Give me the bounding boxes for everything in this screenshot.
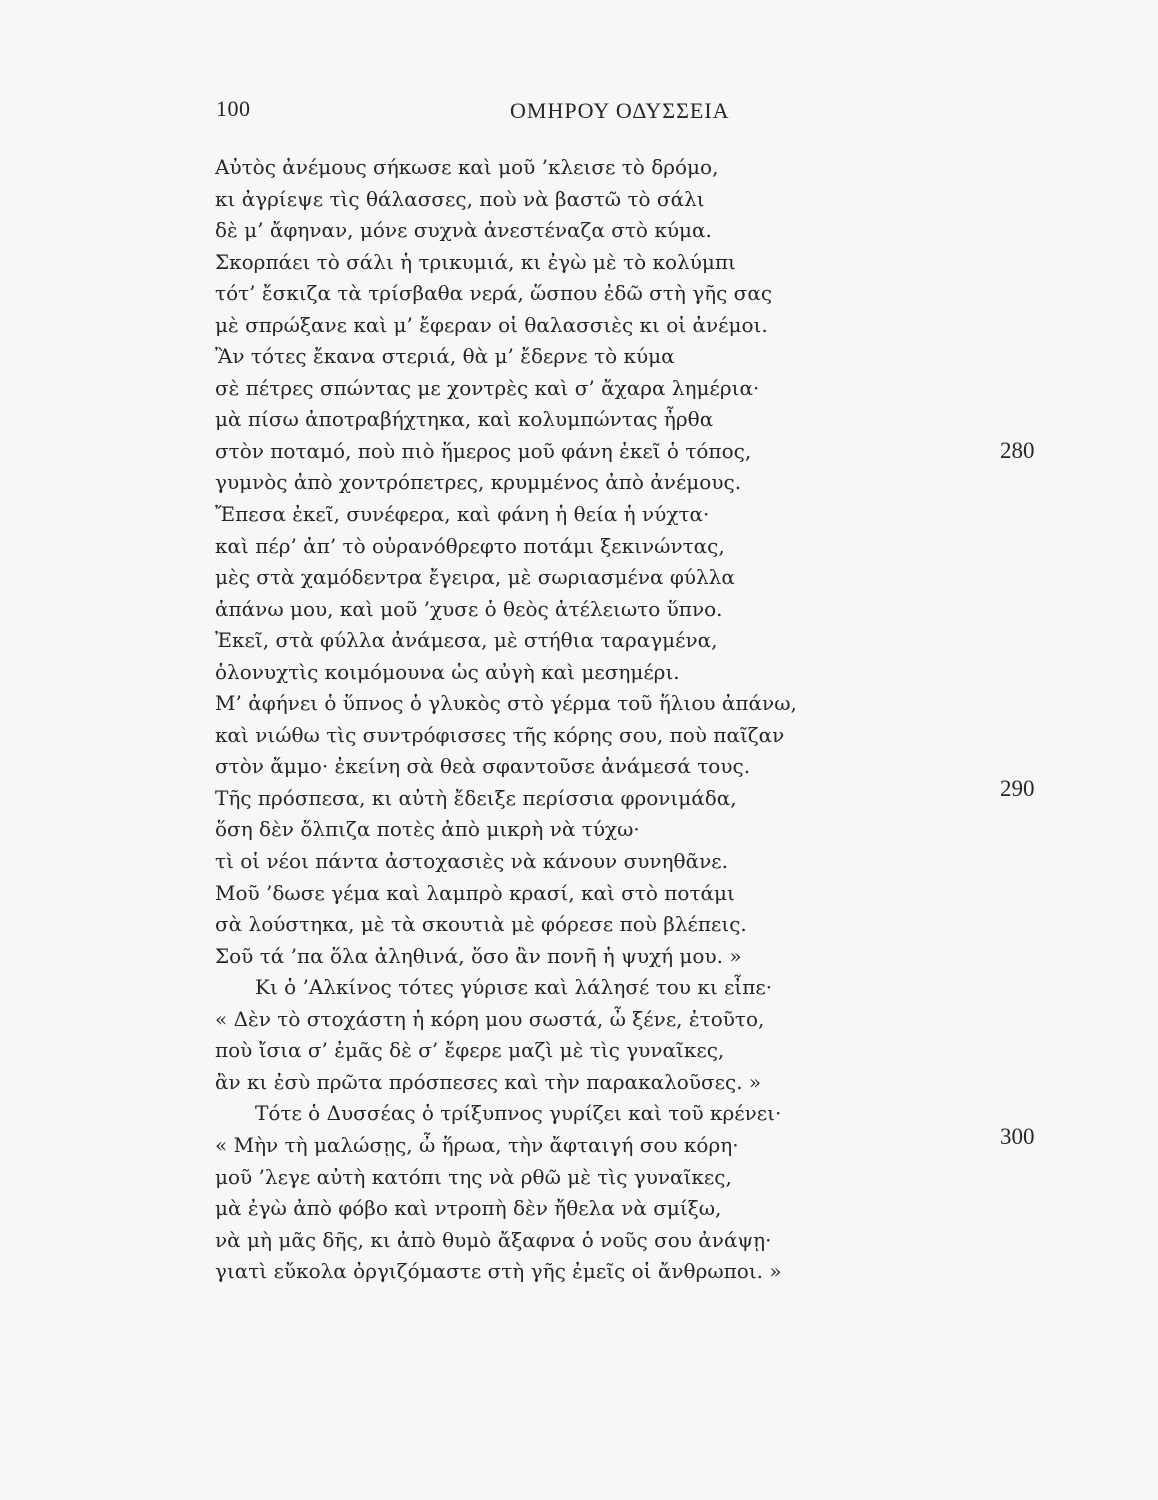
- page-number: 100: [216, 96, 251, 121]
- line-number: 300: [1000, 1124, 1035, 1149]
- verse-line: Ἔπεσα ἐκεῖ, συνέφερα, καὶ φάνη ἡ θεία ἡ νύχτα·: [215, 502, 710, 527]
- verse-line: Σοῦ τά ’πα ὅλα ἀληθινά, ὅσο ἂν πονῆ ἡ ψυχή μου. »: [215, 943, 742, 968]
- verse-line: Τῆς πρόσπεσα, κι αὐτὴ ἔδειξε περίσσια φρονιμάδα,: [215, 785, 737, 810]
- verse-line: Τότε ὁ Δυσσέας ὁ τρίξυπνος γυρίζει καὶ τοῦ κρένει·: [255, 1101, 782, 1126]
- verse-line: σὰ λούστηκα, μὲ τὰ σκουτιὰ μὲ φόρεσε ποὺ βλέπεις.: [215, 912, 747, 937]
- verse-line: Μοῦ ’δωσε γέμα καὶ λαμπρὸ κρασί, καὶ στὸ ποτάμι: [215, 880, 735, 905]
- verse-line: γιατὶ εὔκολα ὀργιζόμαστε στὴ γῆς ἐμεῖς οἱ ἄνθρωποι. »: [215, 1259, 782, 1284]
- verse-line: Σκορπάει τὸ σάλι ἡ τρικυμιά, κι ἐγὼ μὲ τὸ κολύμπι: [215, 249, 736, 274]
- verse-line: νὰ μὴ μᾶς δῆς, κι ἀπὸ θυμὸ ἄξαφνα ὁ νοῦς σου ἀνάψῃ·: [215, 1227, 772, 1252]
- verse-line: μὰ ἐγὼ ἀπὸ φόβο καὶ ντροπὴ δὲν ἤθελα νὰ σμίξω,: [215, 1196, 722, 1221]
- verse-line: Ἂν τότες ἔκανα στεριά, θὰ μ’ ἔδερνε τὸ κύμα: [215, 344, 675, 369]
- verse-line: « Μὴν τὴ μαλώσῃς, ὦ ἥρωα, τὴν ἄφταιγή σου κόρη·: [215, 1132, 739, 1157]
- verse-line: ὅση δὲν ὄλπιζα ποτὲς ἀπὸ μικρὴ νὰ τύχω·: [215, 817, 640, 842]
- verse-line: στὸν ποταμό, ποὺ πιὸ ἥμερος μοῦ φάνη ἐκεῖ ὁ τόπος,: [215, 438, 752, 463]
- verse-line: ἀπάνω μου, καὶ μοῦ ’χυσε ὁ θεὸς ἀτέλειωτο ὕπνο.: [215, 596, 723, 621]
- verse-line: καὶ πέρ’ ἀπ’ τὸ οὐρανόθρεφτο ποτάμι ξεκινώντας,: [215, 533, 725, 558]
- verse-line: μὲς στὰ χαμόδεντρα ἔγειρα, μὲ σωριασμένα φύλλα: [215, 565, 735, 590]
- verse-line: γυμνὸς ἀπὸ χοντρόπετρες, κρυμμένος ἀπὸ ἀνέμους.: [215, 470, 742, 495]
- line-number: 280: [1000, 438, 1035, 463]
- verse-line: Αὐτὸς ἀνέμους σήκωσε καὶ μοῦ ’κλεισε τὸ δρόμο,: [215, 155, 719, 179]
- verse-line: ποὺ ἴσια σ’ ἐμᾶς δὲ σ’ ἔφερε μαζὶ μὲ τὶς γυναῖκες,: [215, 1038, 725, 1063]
- verse-line: « Δὲν τὸ στοχάστη ἡ κόρη μου σωστά, ὦ ξένε, ἐτοῦτο,: [215, 1006, 765, 1031]
- verse-line: Μ’ ἀφήνει ὁ ὕπνος ὁ γλυκὸς στὸ γέρμα τοῦ ἥλιου ἀπάνω,: [215, 691, 797, 716]
- verse-line: δὲ μ’ ἄφηναν, μόνε συχνὰ ἀνεστέναζα στὸ κύμα.: [215, 218, 712, 243]
- verse-line: ἂν κι ἐσὺ πρῶτα πρόσπεσες καὶ τὴν παρακαλοῦσες. »: [215, 1069, 762, 1094]
- verse-line: τὶ οἱ νέοι πάντα ἀστοχασιὲς νὰ κάνουν συνηθᾶνε.: [215, 849, 728, 874]
- verse-line: Κι ὁ ’Αλκίνος τότες γύρισε καὶ λάλησέ του κι εἶπε·: [255, 975, 773, 1000]
- verse-line: τότ’ ἔσκιζα τὰ τρίσβαθα νερά, ὥσπου ἐδῶ στὴ γῆς σας: [215, 281, 773, 306]
- verse-line: καὶ νιώθω τὶς συντρόφισσες τῆς κόρης σου, ποὺ παῖζαν: [215, 722, 785, 747]
- verse-line: ὁλονυχτὶς κοιμόμουνα ὡς αὐγὴ καὶ μεσημέρι.: [215, 659, 680, 684]
- poem-text: [215, 152, 975, 1288]
- verse-line: στὸν ἄμμο· ἐκείνη σὰ θεὰ σφαντοῦσε ἀνάμεσά τους.: [215, 754, 751, 779]
- verse-line: σὲ πέτρες σπώντας με χοντρὲς καὶ σ’ ἄχαρα λημέρια·: [215, 375, 760, 400]
- verse-line: μὲ σπρώξανε καὶ μ’ ἔφεραν οἱ θαλασσιὲς κι οἱ ἀνέμοι.: [215, 312, 768, 337]
- line-number: 290: [1000, 776, 1035, 801]
- running-head: ΟΜΗΡΟΥ ΟΔΥΣΣΕΙΑ: [510, 98, 730, 123]
- verse-line: μοῦ ’λεγε αὐτὴ κατόπι της νὰ ρθῶ μὲ τὶς γυναῖκες,: [215, 1164, 732, 1189]
- verse-line: Ἐκεῖ, στὰ φύλλα ἀνάμεσα, μὲ στήθια ταραγμένα,: [215, 628, 718, 653]
- verse-line: κι ἀγρίεψε τὶς θάλασσες, ποὺ νὰ βαστῶ τὸ σάλι: [215, 186, 705, 211]
- verse-line: μὰ πίσω ἀποτραβήχτηκα, καὶ κολυμπώντας ἦρθα: [215, 407, 714, 432]
